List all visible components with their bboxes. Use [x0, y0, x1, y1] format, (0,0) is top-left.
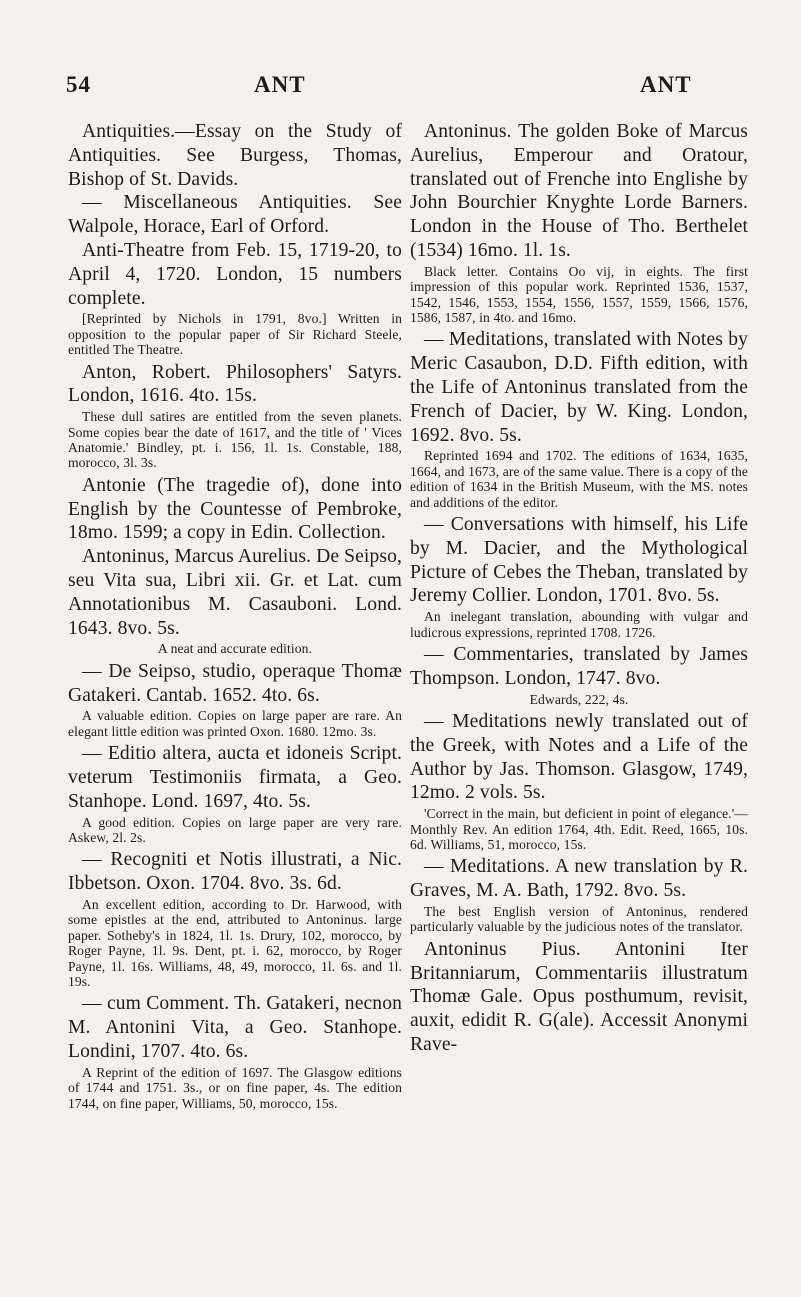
entry-text: — Conversations with himself, his Life by M. Dacier, and the Mythological Picture of Cebes the Theban, translated by Jeremy Collier. London, 1701. 8vo. 5s. [410, 514, 748, 607]
entry-text: Anton, Robert. Philosophers' Satyrs. London, 1616. 4to. 15s. [68, 361, 402, 407]
entry-text: Anti-Theatre from Feb. 15, 1719-20, to April 4, 1720. London, 15 numbers complete. [68, 239, 402, 309]
entry-text: — Meditations newly translated out of the Greek, with Notes and a Life of the Author by Jas. Thomson. Glasgow, 1749, 12mo. 2 vols. 5s. [410, 711, 748, 804]
entry-note: An excellent edition, according to Dr. Harwood, with some epistles at the end, attributed to Antoninus. large paper. Sotheby's in 1824, 1l. 1s. Drury, 102, morocco, by Roger Payne, 1l. 9s. Dent, pt. i. 62, morocco, by Roger Payne, 1l. 16s. Williams, 48, 49, morocco, 1l. 6s. and 1l. 19s. [68, 897, 402, 990]
entry-text: Antonie (The tragedie of), done into English by the Countesse of Pembroke, 18mo. 1599; a copy in Edin. Collection. [68, 474, 402, 544]
entry-text: — Meditations. A new translation by R. Graves, M. A. Bath, 1792. 8vo. 5s. [410, 856, 748, 902]
entry-text: — Recogniti et Notis illustrati, a Nic. Ibbetson. Oxon. 1704. 8vo. 3s. 6d. [68, 849, 402, 895]
entry-note: A valuable edition. Copies on large paper are rare. An elegant little edition was printed Oxon. 1680. 12mo. 3s. [68, 708, 402, 739]
entry-text: Antoninus Pius. Antonini Iter Britanniarum, Commentariis illustratum Thomæ Gale. Opus posthumum, revisit, auxit, edidit R. G(ale). Accessit Anonymi Rave- [410, 938, 748, 1056]
right-column [410, 120, 748, 1057]
entry-text: — De Seipso, studio, operaque Thomæ Gatakeri. Cantab. 1652. 4to. 6s. [68, 660, 402, 706]
entry-text: — cum Comment. Th. Gatakeri, necnon M. Antonini Vita, a Geo. Stanhope. Londini, 1707. 4to. 6s. [68, 993, 402, 1063]
entry-text: Antoninus, Marcus Aurelius. De Seipso, seu Vita sua, Libri xii. Gr. et Lat. cum Annotationibus M. Casauboni. Lond. 1643. 8vo. 5s. [68, 546, 402, 639]
entry-note: These dull satires are entitled from the seven planets. Some copies bear the date of 1617, and the title of ' Vices Anatomie.' Bindley, pt. i. 156, 1l. 1s. Constable, 188, morocco, 3l. 3s. [68, 409, 402, 471]
running-head-right: ANT [640, 72, 692, 97]
entry-note: Edwards, 222, 4s. [529, 691, 629, 707]
page-number: 54 [66, 72, 91, 97]
entry-note: Reprinted 1694 and 1702. The editions of 1634, 1635, 1664, and 1673, are of the same value. There is a copy of the edition of 1634 in the British Museum, with the MS. notes and additions of the editor. [410, 448, 748, 510]
entry-note: Black letter. Contains Oo vij, in eights. The first impression of this popular work. Reprinted 1536, 1537, 1542, 1546, 1553, 1554, 1556, 1557, 1559, 1566, 1576, 1586, 1587, in 4to. and 16mo. [410, 263, 748, 325]
entry-text: — Miscellaneous Antiquities. See Walpole, Horace, Earl of Orford. [68, 192, 402, 238]
entry-note: A neat and accurate edition. [157, 641, 313, 657]
entry-text: Antoninus. The golden Boke of Marcus Aurelius, Emperour and Oratour, translated out of Frenche into Englishe by John Bourchier Knyghte Lorde Barners. London in the House of Tho. Berthelet (1534) 16mo. 1l. 1s. [410, 121, 748, 261]
entry-note: A Reprint of the edition of 1697. The Glasgow editions of 1744 and 1751. 3s., or on fine paper, 4s. The edition 1744, on fine paper, Williams, 50, morocco, 15s. [68, 1064, 402, 1111]
entry-text: Antiquities.—Essay on the Study of Antiquities. See Burgess, Thomas, Bishop of St. Davids. [68, 121, 402, 190]
running-head-left: ANT [254, 72, 306, 97]
entry-note: [Reprinted by Nichols in 1791, 8vo.] Written in opposition to the popular paper of Sir Richard Steele, entitled The Theatre. [68, 311, 402, 358]
left-column [68, 120, 402, 1114]
page-header [66, 72, 742, 102]
entry-text: — Meditations, translated with Notes by Meric Casaubon, D.D. Fifth edition, with the Life of Antoninus translated from the French of Dacier, by W. King. London, 1692. 8vo. 5s. [410, 329, 748, 446]
entry-note: An inelegant translation, abounding with vulgar and ludicrous expressions, reprinted 1708. 1726. [410, 609, 748, 640]
entry-text: — Editio altera, aucta et idoneis Script. veterum Testimoniis firmata, a Geo. Stanhope. Lond. 1697, 4to. 5s. [68, 743, 402, 812]
entry-note: 'Correct in the main, but deficient in point of elegance.'—Monthly Rev. An edition 1764, 4th. Edit. Reed, 1665, 10s. 6d. Williams, 51, morocco, 15s. [410, 806, 748, 853]
entry-note: A good edition. Copies on large paper are very rare. Askew, 2l. 2s. [68, 814, 402, 845]
entry-text: — Commentaries, translated by James Thompson. London, 1747. 8vo. [410, 644, 748, 689]
entry-note: The best English version of Antoninus, rendered particularly valuable by the judicious notes of the translator. [410, 904, 748, 935]
